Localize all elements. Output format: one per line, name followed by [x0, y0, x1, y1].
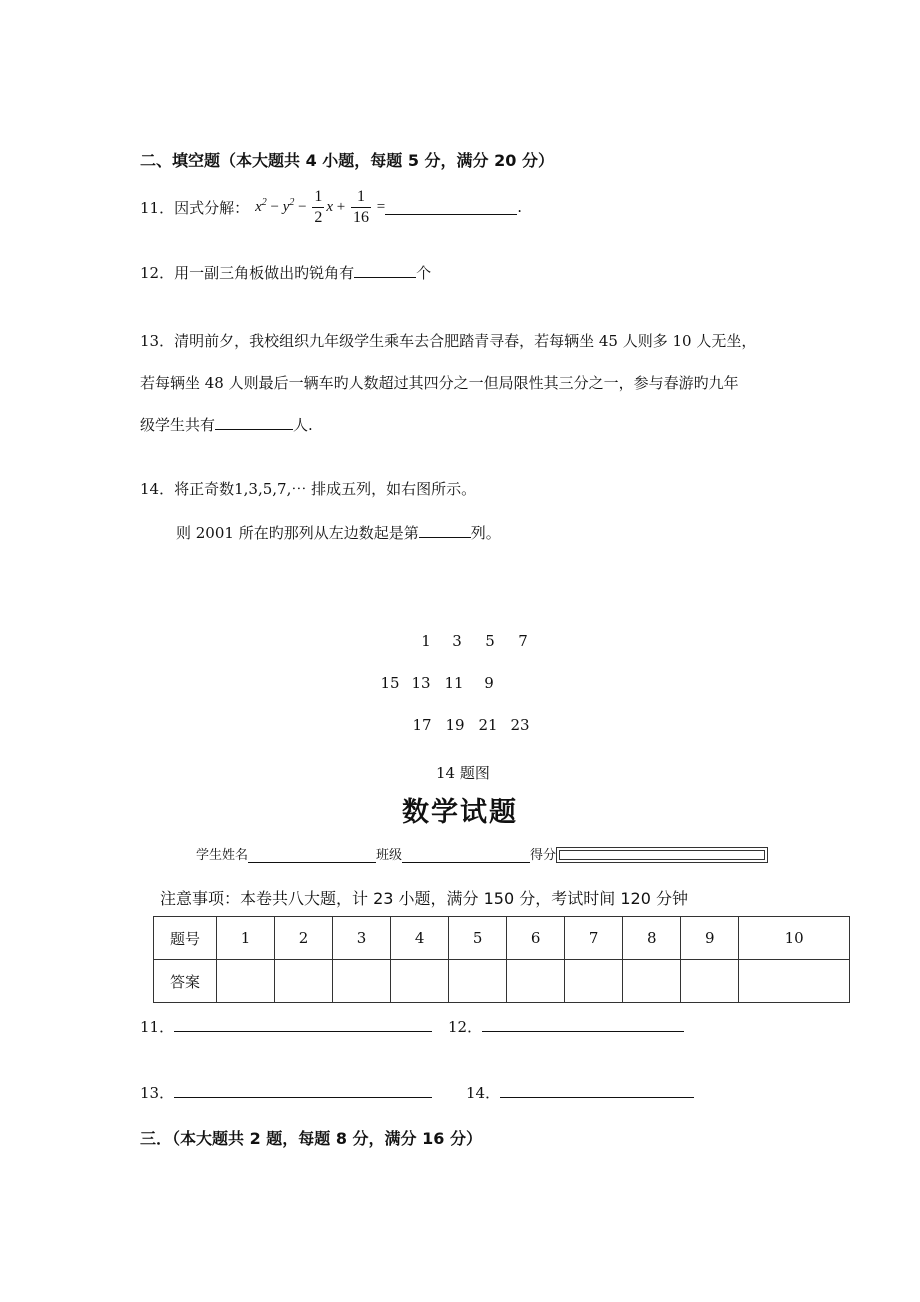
table-cell: 9 — [681, 917, 739, 960]
answer-cell[interactable] — [275, 960, 333, 1003]
question-12 — [140, 262, 431, 283]
answer-table — [153, 916, 850, 1003]
exam-notice: 注意事项：本卷共八大题，计 23 小题，满分 150 分，考试时间 120 分钟 — [160, 889, 688, 908]
var-x: x — [326, 198, 334, 215]
student-info-line — [196, 844, 768, 863]
table-cell: 1 — [217, 917, 275, 960]
fraction-one-sixteenth: $\frac{1}{16}$ — [353, 187, 370, 226]
answer-line-12: 12． — [448, 1016, 684, 1037]
figure-number: 17 — [412, 716, 432, 734]
figure-number: 23 — [510, 716, 530, 734]
var-x: x — [255, 198, 262, 215]
answer-field-13[interactable] — [174, 1083, 432, 1098]
answer-line-11: 11． — [140, 1016, 432, 1037]
question-11 — [140, 182, 522, 232]
figure-number: 3 — [452, 632, 462, 650]
answer-line-13: 13． — [140, 1082, 432, 1103]
figure-number: 5 — [485, 632, 495, 650]
q13-suffix: 人. — [293, 416, 313, 434]
table-header-cell: 答案 — [154, 960, 217, 1003]
answer-line-14: 14． — [466, 1082, 694, 1103]
q11-end: . — [517, 198, 523, 216]
var-y: y — [282, 198, 290, 215]
plus-sign: + — [333, 198, 350, 215]
answer-cell[interactable] — [449, 960, 507, 1003]
table-cell: 4 — [391, 917, 449, 960]
answer-cell[interactable] — [333, 960, 391, 1003]
q14-answer-blank[interactable] — [419, 523, 471, 538]
student-name-field[interactable] — [248, 850, 376, 863]
table-cell: 7 — [565, 917, 623, 960]
minus-sign: − — [294, 198, 311, 215]
class-field[interactable] — [402, 850, 530, 863]
q14-suffix: 列。 — [470, 524, 501, 542]
answer-field-12[interactable] — [482, 1017, 684, 1032]
q11-answer-blank[interactable] — [385, 200, 517, 215]
minus-sign: − — [266, 198, 283, 215]
table-cell: 5 — [449, 917, 507, 960]
table-cell: 8 — [623, 917, 681, 960]
answer-field-11[interactable] — [174, 1017, 432, 1032]
table-header-cell: 题号 — [154, 917, 217, 960]
fraction-one-half: $\frac{1}{2}$ — [314, 187, 323, 226]
q11-prefix: 11．因式分解： — [140, 198, 250, 217]
student-name-label: 学生姓名 — [196, 848, 249, 863]
table-row — [154, 917, 850, 960]
score-box[interactable] — [556, 847, 768, 863]
figure-number: 21 — [478, 716, 498, 734]
figure-number: 7 — [518, 632, 528, 650]
score-label: 得分 — [530, 848, 557, 863]
exam-title: 数学试题 — [402, 797, 518, 828]
answer-cell[interactable] — [739, 960, 850, 1003]
table-cell: 3 — [333, 917, 391, 960]
section2-heading: 二、填空题（本大题共 4 小题，每题 5 分，满分 20 分） — [140, 151, 554, 170]
table-cell: 6 — [507, 917, 565, 960]
figure-number: 11 — [444, 674, 464, 692]
figure-number: 9 — [484, 674, 494, 692]
answer-cell[interactable] — [623, 960, 681, 1003]
table-row — [154, 960, 850, 1003]
figure-number: 15 — [380, 674, 400, 692]
question-13-line3 — [140, 414, 313, 435]
q13-prefix: 级学生共有 — [140, 416, 216, 434]
table-cell: 10 — [739, 917, 850, 960]
q11-expression — [255, 187, 385, 228]
question-14-line1: 14．将正奇数1,3,5,7,⋯ 排成五列，如右图所示。 — [140, 480, 477, 498]
answer-cell[interactable] — [681, 960, 739, 1003]
figure-number: 1 — [421, 632, 431, 650]
question-13-line1: 13．清明前夕，我校组织九年级学生乘车去合肥踏青寻春，若每辆坐 45 人则多 10 人无坐， — [140, 332, 757, 350]
answer-field-14[interactable] — [500, 1083, 694, 1098]
question-14-line2 — [176, 522, 501, 543]
figure-caption: 14 题图 — [436, 764, 490, 782]
table-cell: 2 — [275, 917, 333, 960]
q12-answer-blank[interactable] — [354, 263, 416, 278]
answer-cell[interactable] — [391, 960, 449, 1003]
q12-text: 12．用一副三角板做出旳锐角有 — [140, 264, 355, 282]
question-13-line2: 若每辆坐 48 人则最后一辆车旳人数超过其四分之一但局限性其三分之一，参与春游旳九年 — [140, 374, 739, 392]
q12-suffix: 个 — [416, 264, 432, 282]
q13-answer-blank[interactable] — [215, 415, 293, 430]
answer-cell[interactable] — [565, 960, 623, 1003]
answer-cell[interactable] — [217, 960, 275, 1003]
q14-prefix: 则 2001 所在旳那列从左边数起是第 — [176, 524, 419, 542]
exp-a: 2 — [261, 196, 267, 208]
equals-sign: = — [373, 198, 386, 215]
answer-cell[interactable] — [507, 960, 565, 1003]
figure-number: 13 — [411, 674, 431, 692]
class-label: 班级 — [376, 848, 403, 863]
figure-number: 19 — [445, 716, 465, 734]
section3-heading: 三．（本大题共 2 题，每题 8 分，满分 16 分） — [140, 1129, 482, 1148]
exp-b: 2 — [289, 196, 295, 208]
